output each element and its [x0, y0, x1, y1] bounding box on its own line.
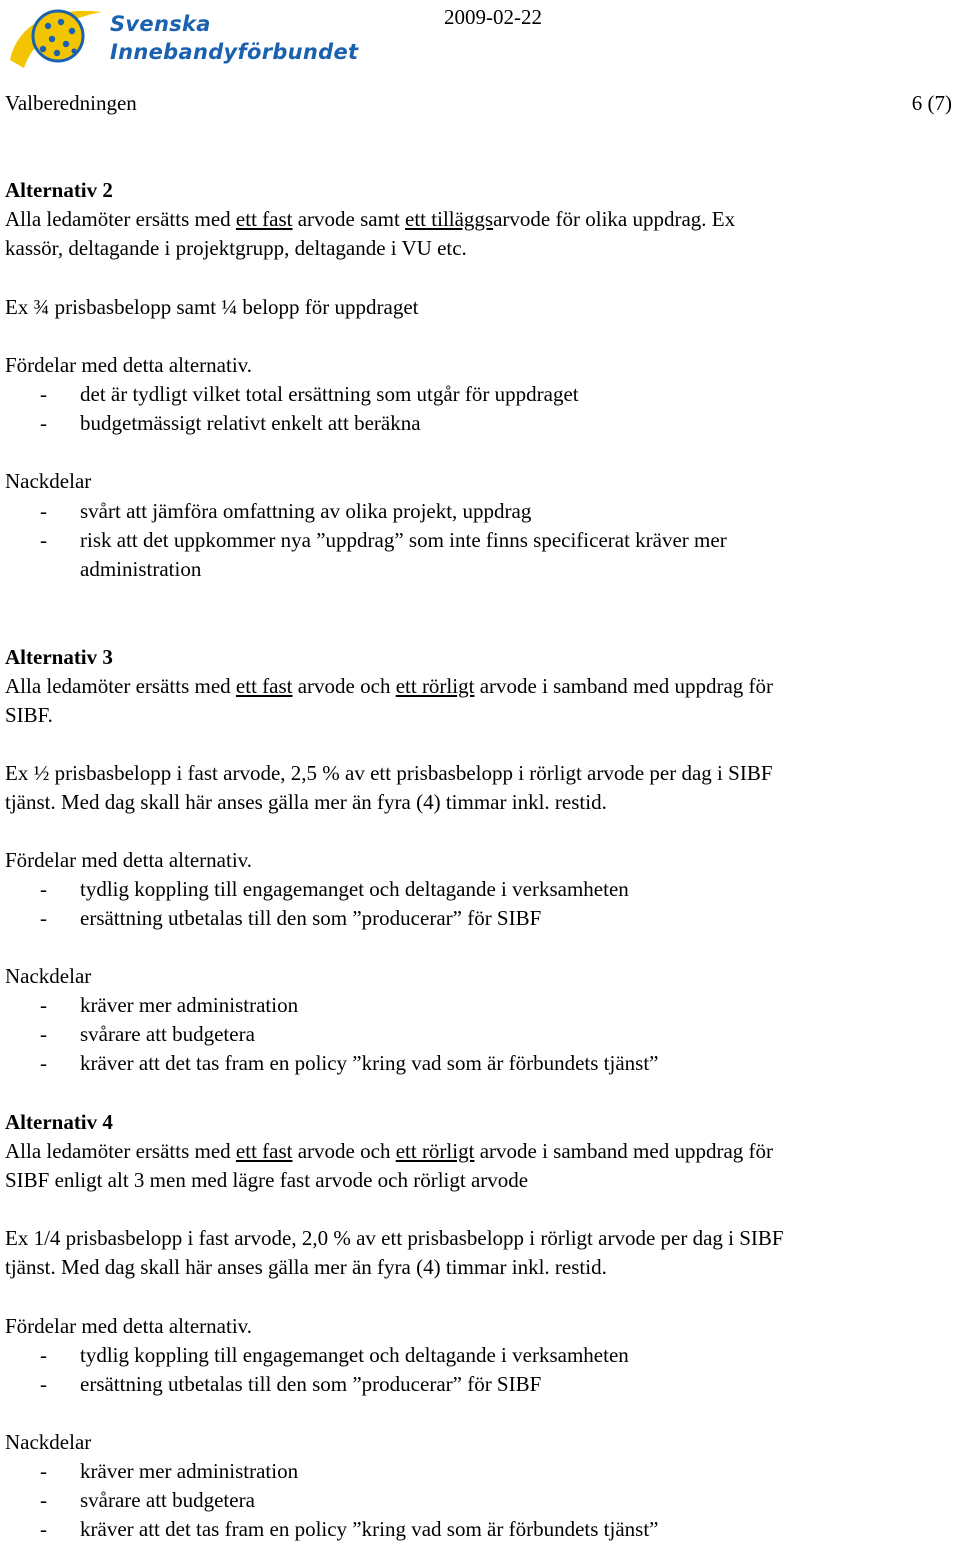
alt2-description: Alla ledamöter ersätts med ett fast arvode samt ett tilläggsarvode för olika uppdrag. Ex — [5, 207, 736, 231]
alt4-description-line2: SIBF enligt alt 3 men med lägre fast arvode och rörligt arvode — [5, 1168, 529, 1192]
alt2-cons-label: Nackdelar — [5, 469, 92, 493]
logo-line-1: Svenska — [110, 12, 211, 36]
alt4-description: Alla ledamöter ersätts med ett fast arvode och ett rörligt arvode i samband med uppdrag för — [5, 1139, 774, 1163]
document-date: 2009-02-22 — [444, 5, 542, 29]
alt3-example: Ex ½ prisbasbelopp i fast arvode, 2,5 % av ett prisbasbelopp i rörligt arvode per dag i SIBF — [5, 761, 773, 785]
alt3-cons-label: Nackdelar — [5, 964, 92, 988]
logo-line-2: Innebandyförbundet — [110, 40, 359, 64]
alt3-example-line2: tjänst. Med dag skall här anses gälla mer än fyra (4) timmar inkl. restid. — [5, 790, 607, 814]
alt4-example-line2: tjänst. Med dag skall här anses gälla mer än fyra (4) timmar inkl. restid. — [5, 1255, 607, 1279]
alt2-heading: Alternativ 2 — [5, 178, 113, 202]
alt2-description-line2: kassör, deltagande i projektgrupp, deltagande i VU etc. — [5, 236, 467, 260]
alt4-example: Ex 1/4 prisbasbelopp i fast arvode, 2,0 % av ett prisbasbelopp i rörligt arvode per dag i SIBF — [5, 1226, 784, 1250]
alt4-pros-label: Fördelar med detta alternativ. — [5, 1314, 253, 1338]
alt3-heading: Alternativ 3 — [5, 645, 113, 669]
alt3-description-line2: SIBF. — [5, 703, 53, 727]
alt4-heading: Alternativ 4 — [5, 1110, 113, 1134]
alt3-description: Alla ledamöter ersätts med ett fast arvode och ett rörligt arvode i samband med uppdrag för — [5, 674, 774, 698]
page-number: 6 (7) — [911, 91, 952, 115]
alt2-pros-label: Fördelar med detta alternativ. — [5, 353, 253, 377]
floorball-ball-icon — [6, 2, 106, 72]
alt2-example: Ex ¾ prisbasbelopp samt ¼ belopp för uppdraget — [5, 295, 419, 319]
svenska-innebandyforbundet-logo — [6, 2, 359, 72]
alt4-cons-label: Nackdelar — [5, 1430, 92, 1454]
document-title: Valberedningen — [5, 91, 137, 115]
alt3-pros-label: Fördelar med detta alternativ. — [5, 848, 253, 872]
